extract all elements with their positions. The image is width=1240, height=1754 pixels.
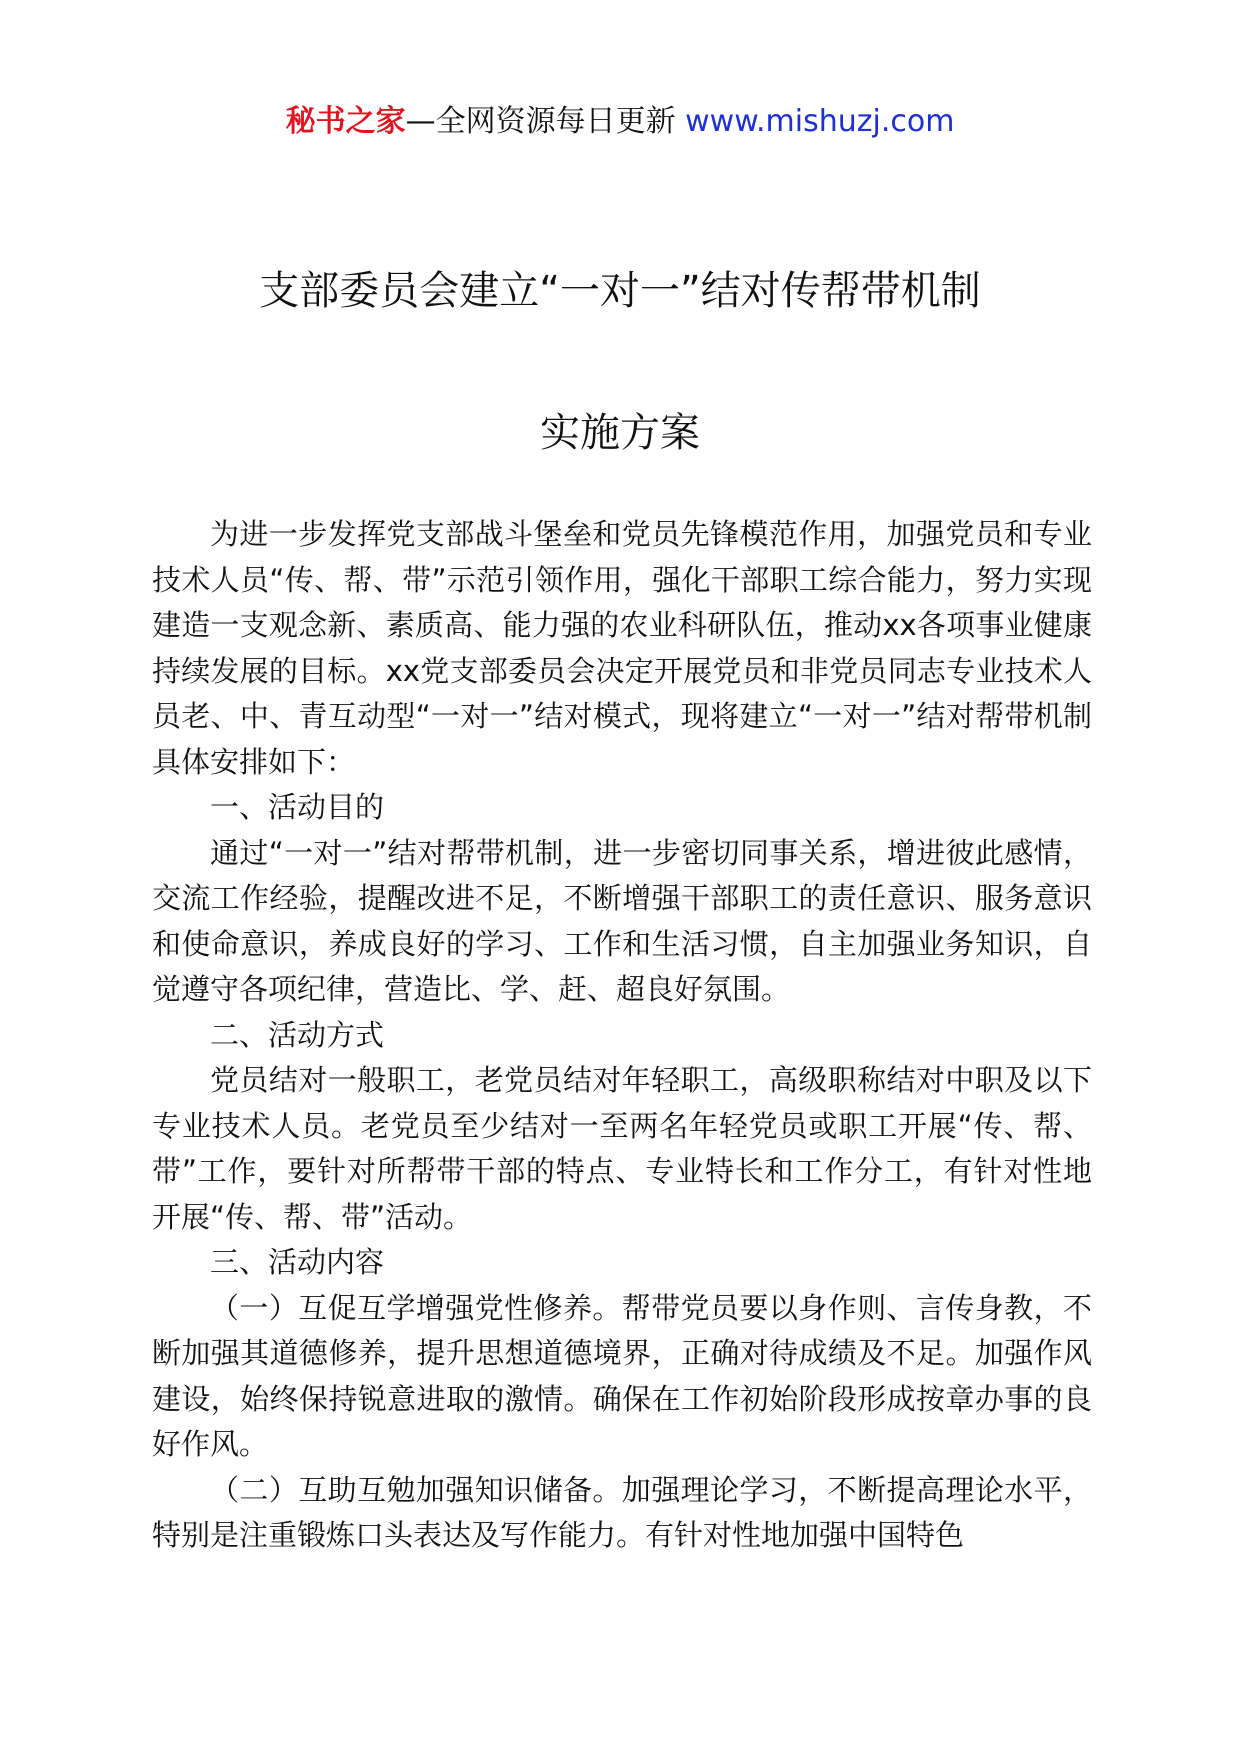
document-body <box>152 512 1092 1559</box>
site-slogan: —全网资源每日更新 <box>405 104 686 139</box>
site-header <box>0 100 1240 144</box>
body-paragraph: （一）互促互学增强党性修养。帮带党员要以身作则、言传身教，不断加强其道德修养，提升思想道德境界，正确对待成绩及不足。加强作风建设，始终保持锐意进取的激情。确保在工作初始阶段形成按章办事的良好作风。 <box>152 1290 1092 1461</box>
body-paragraph: 通过“一对一”结对帮带机制，进一步密切同事关系，增进彼此感情，交流工作经验，提醒改进不足，不断增强干部职工的责任意识、服务意识和使命意识，养成良好的学习、工作和生活习惯，自主加强业务知识，自觉遵守各项纪律，营造比、学、赶、超良好氛围。 <box>152 835 1092 1006</box>
site-url-link[interactable]: www.mishuzj.com <box>685 104 955 139</box>
section-heading: 一、活动目的 <box>210 790 385 824</box>
intro-paragraph: 为进一步发挥党支部战斗堡垒和党员先锋模范作用，加强党员和专业技术人员“传、帮、带”示范引领作用，强化干部职工综合能力，努力实现建造一支观念新、素质高、能力强的农业科研队伍，推动xx各项事业健康持续发展的目标。xx党支部委员会决定开展党员和非党员同志专业技术人员老、中、青互动型“一对一”结对模式，现将建立“一对一”结对帮带机制具体安排如下： <box>152 517 1092 779</box>
section-heading: 二、活动方式 <box>210 1017 385 1052</box>
section-heading: 三、活动内容 <box>210 1245 385 1279</box>
body-paragraph: 党员结对一般职工，老党员结对年轻职工，高级职称结对中职及以下专业技术人员。老党员至少结对一至两名年轻党员或职工开展“传、帮、带”工作，要针对所帮带干部的特点、专业特长和工作分工，有针对性地开展“传、帮、带”活动。 <box>152 1063 1092 1234</box>
site-brand: 秘书之家 <box>285 104 406 139</box>
document-title: 支部委员会建立“一对一”结对传帮带机制 <box>259 268 981 314</box>
body-paragraph: （二）互助互勉加强知识储备。加强理论学习，不断提高理论水平，特别是注重锻炼口头表达及写作能力。有针对性地加强中国特色 <box>152 1472 1092 1552</box>
document-subtitle: 实施方案 <box>540 410 700 456</box>
